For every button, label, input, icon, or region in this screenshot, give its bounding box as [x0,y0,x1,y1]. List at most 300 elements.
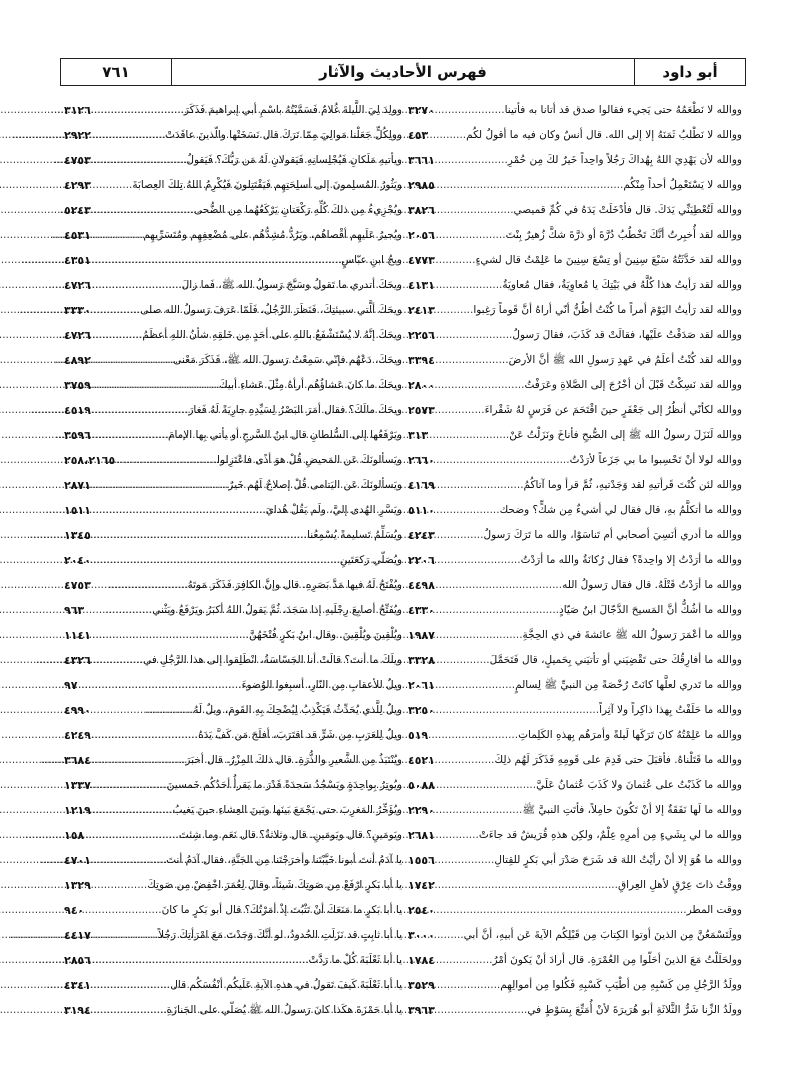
hadith-number: ١٩٨٧ [408,629,435,642]
hadith-number: ٣٦٨٤ [64,754,91,767]
leader-dots [91,254,341,267]
leader-dots [91,279,182,292]
leader-dots [435,829,479,842]
entry-text: ووالله لئن كُنْتَ قَرأتيهِ لقد وَجَدْتيهِ، ثُمَّ قرأ وما آتاكُمُ [523,479,742,491]
hadith-number: ٣٥٩٦ [64,429,91,442]
hadith-number: ٩٤٠ [64,904,85,917]
entry-text: ويُوتِرُ بِواحِدَةٍ ويَسْجُدُ سَجدَةً قَدْرَ ما يَقرأُ أحَدُكُم خَمسينَ [166,779,402,791]
entry-text: ووالله لقد نَسِكْتُ قَبْلَ أن أخْرُجَ إلى الصَّلاةِ وعَرَفْتُ [524,379,742,391]
hadith-number: ٤١٦٩ [408,479,435,492]
index-entry [62,392,402,417]
hadith-number: ٤٥١٩ [64,404,91,417]
entry-text: ويُؤَخِّرُ المَغرِبَ حتى يَجْمَعَ بَينَها وبَينَ العِشاءِ حينَ يَغيبُ [172,804,402,816]
left-column [62,92,402,1077]
hadith-number: ٤١٣١ [408,279,435,292]
index-entry [402,167,742,192]
leader-dots [435,1004,528,1017]
hadith-number: ١٣٣٧ [64,779,91,792]
index-entry [402,667,742,692]
entry-text: ويُجيرُ عَلَيهِم أقْصاهُم، ويَرُدُّ مُشِدُّهُم على مُضْعِفِهِم ومُتَسَرِّيهِم [143,229,402,241]
hadith-number: ٤٣٣٠ [408,604,435,617]
entry-text: ويحَكَ أتدري ما تَقولُ وسَبَّحَ رَسولُ الله ﷺ، فَما زالَ [181,279,402,291]
hadith-number: ٤٣٢٦ [64,654,91,667]
hadith-number: ٢٨٧١ [64,479,91,492]
leader-dots [91,554,340,567]
hadith-number: ٤٢٩٣ [64,179,91,192]
leader-dots [435,579,562,592]
leader-dots [91,854,166,867]
index-entry [402,267,742,292]
index-entry [402,117,742,142]
hadith-number: ٤٣٤١ [64,979,91,992]
hadith-number: ٥٠٨٨ [408,779,435,792]
index-entry [402,317,742,342]
entry-text: ووالله ما أرَدْتُ قَتْلَهُ. قال فقال رَسولُ الله [562,579,742,591]
hadith-number: ٤٤٩٨ [408,579,435,592]
index-entry [402,392,742,417]
index-entry [402,492,742,517]
entry-text: ووالله لا نَطْعَمُهُ حتى يَجيء فقالوا صدق قد أتانا به فأتينا [504,104,742,116]
index-columns [62,92,742,1077]
running-head-title: فهرس الأحاديث والآثار [171,59,634,85]
entry-text: ووالله ما حَلَفْتُ بِهذا ذاكِراً ولا آثِراً [599,704,742,716]
index-entry [402,717,742,742]
leader-dots [435,554,521,567]
index-entry [402,192,742,217]
page-header [60,58,746,86]
index-entry [62,692,402,717]
entry-text: ويلٌ لِلعَرَبِ مِن شَرٍّ قد اقتَرَبَ، أفلَحَ مَن كَفَّ يَدَهُ [198,729,402,741]
entry-text: ويحَكَ ألَّتي سبيئتِكَ، فَنَظَرَ الرَّجُلُ، فَلَمّا عَرَفَ رَسولُ الله صلى [140,304,402,316]
leader-dots [435,654,490,667]
leader-dots [435,454,570,467]
index-entry [402,892,742,917]
hadith-number: ٢٩٢٢ [64,129,91,142]
entry-text: ويحَكَ ما كانَ عَشاؤُهُم أرأهُ مِثْلَ عَشاءِ أبيكَ [219,379,402,391]
right-column [402,92,742,1077]
leader-dots [435,604,559,617]
leader-dots [84,904,161,917]
hadith-number: ٩٧ [64,679,78,692]
hadith-number: ٩٦٣ [64,604,85,617]
index-entry [402,242,742,267]
leader-dots [91,429,168,442]
leader-dots [77,679,241,692]
entry-text: ووالله ما هُوَ إلا أنْ رأيْتُ اللهَ قد شَرَحَ صَدْرَ أبي بَكرٍ للقِتالِ [494,854,742,866]
entry-text: ووالله لَتُعْطِيَنِّي يَدَكَ. قال فأدْخَلَتْ يَدَهُ في كُمِّ قميصي [513,204,742,216]
index-entry [62,342,402,367]
index-entry [62,442,402,467]
index-entry [62,992,402,1017]
leader-dots [435,929,464,942]
leader-dots [91,654,143,667]
index-entry [402,217,742,242]
entry-text: ووالله ما تَدري لعلَّها كانَتْ رُخْصَةً مِن النبيِّ ﷺ لِسالمٍ [515,679,742,691]
index-entry [402,767,742,792]
entry-text: ووالله لقد حَدَّثَتُهُ سَبْعَ سِنِينَ أو تِسْعَ سِنِينَ ما عَلِمْتُ قال لشيءٍ [475,254,742,266]
index-entry [62,267,402,292]
leader-dots [115,454,217,467]
entry-text: ويُجْزِيءُ مِن ذلكَ كُلِّهِ رَكْعَتانِ يَرْكَعُهُما مِن الضُّحى [193,204,402,216]
entry-text: ووالله ما عَلِمْتُهُ كانَ تَرَكَها لَيلةً وأمرَهُم بِهذهِ الكَلِماتِ [518,729,742,741]
hadith-number: ٣٠٠٠ [408,929,435,942]
entry-text: ويَسألونَكَ عَن اليَتامى قُلْ إصلاحٌ لَهُم خَيرٌ [228,479,402,491]
leader-dots [91,129,165,142]
entry-text: يا أبا حَمْزَةَ هكَذا كانَ رَسولُ الله ﷺ يُصَلّي على الجَنازَةِ [166,1004,402,1016]
entry-text: ويَرْفَعُها إلى السُّلطانِ قال ابنُ السَّرحِ أو يأتي بِها الإمامَ [167,429,402,441]
index-entry [62,242,402,267]
hadith-number: ١٣٤٥ [64,529,91,542]
hadith-number: ٣٣٢٨ [408,654,435,667]
leader-dots [435,779,536,792]
leader-dots [435,979,500,992]
hadith-number: ١٣٢٩ [64,879,91,892]
entry-text: ويَسَّرِ الهُدى إليَّ، ولَم يَقُلْ هُدايَ [265,504,402,516]
entry-text: ويأتيهِ مَلَكانِ فَيُجْلِسانِهِ فَيَقولانِ لَهُ مَن رَبُّكَ؟ فَيَقولُ [186,154,402,166]
hadith-number: ١٧٤٢ [408,879,435,892]
entry-text: ويلٌ للأعقابِ مِن النّارِ، أسبِغوا الوُضوءَ [241,679,402,691]
entry-text: ووقت المطر [686,904,742,916]
hadith-number: ٢٨٥٦ [64,954,91,967]
entry-text: يا أبا ثَعْلَبَةَ كَيفَ تَقولُ في هذهِ الآيةِ عَلَيكُم أنْفُسَكُم قال [170,979,402,991]
entry-text: ووالله لقد رَأيتُ هذا كُلَّهُ في بَيْتِكَ يا مُعاوِيَةُ، فقال مُعاويَةُ [502,279,742,291]
leader-dots [84,604,152,617]
leader-dots [91,404,188,417]
index-entry [62,867,402,892]
hadith-number: ٢٦٨١ [408,829,435,842]
hadith-number: ١٥٥٦ [408,854,435,867]
entry-text: ويلَكَ ما أنتَ؟ قالَتْ أنا الجَسّاسَةُ، انْطَلِقوا إلى هذا الرَّجُلِ في [143,654,402,666]
entry-text: ووالله ما أفارِقُكَ حتى تَقْضِيَني أو تأتيَني بِحَميلٍ، قال فَتَحَمَّلَ [489,654,742,666]
hadith-number: ٤٥٢١ [408,754,435,767]
leader-dots [435,279,503,292]
entry-text: ووالله ما كَذَبْتُ على عُثمانَ ولا كَذَبَ عُثمانُ عَلَيَّ [536,779,742,791]
entry-text: ووالله لقد أُخبِرتُ أنَّكَ تَخْطُبُ دُرَّةَ أو ذرَّةَ شكَّ زُهيرٌ بِنْتَ [505,229,742,241]
leader-dots [435,229,506,242]
leader-dots [435,879,618,892]
index-entry [62,767,402,792]
index-entry [62,942,402,967]
leader-dots [428,129,466,142]
leader-dots [91,229,143,242]
hadith-number: ٣٨٢٦ [408,204,435,217]
hadith-number: ٣١٣ [408,429,429,442]
entry-text: ويَومَينِ؟ قال ويَومَينِ. قال وثلاثةٌ؟ قال نَعَم وما شِئتَ [178,829,402,841]
running-head-author: أبو داود [634,59,745,85]
index-entry [402,842,742,867]
hadith-number: ١٥٨ [64,829,85,842]
entry-text: ووالله لقد صَدَقْتُ علَيْها، فقالَتْ قد كَذَبَ، فقالَ رَسولُ [512,329,742,341]
hadith-number: ٤٧٢٦ [64,279,91,292]
index-entry [62,217,402,242]
hadith-number: ٢٥٨،٢١٦٥ [64,454,116,467]
entry-text: يا آدَمُ أنتَ أبونا خَيَّبْتَنا وأخرَجْتَنا مِن الجَنَّةِ، فقال آدَمُ أنتَ [166,854,402,866]
hadith-number: ٣٢٧٠ [408,104,435,117]
entry-text: وولِكُلٍّ جَعَلْنا مَوالِيَ مِمّا تَرَكَ قال نَسَخَتْها والّذينَ عاقَدَتْ [165,129,402,141]
leader-dots [91,954,309,967]
index-entry [402,292,742,317]
entry-text: ويَثُورُ المُسلِمونَ إلى أسلِحَتِهِم فَيَقْتَتِلونَ فَيُكْرِمُ اللهُ تِلكَ العِصابَةَ [132,179,402,191]
leader-dots [435,179,623,192]
entry-text: ووالله ما أشُكُّ أنَّ المَسيحَ الدَّجّالَ ابنُ صَيّادٍ [559,604,742,616]
leader-dots [435,704,599,717]
hadith-number: ٥٢٤٣ [64,204,91,217]
entry-text: يا أبا بَكرٍ ما مَنَعَكَ أنْ تَثْبُتَ إذْ أمَرْتُكَ؟ قال أبو بَكرٍ ما كانَ [161,904,402,916]
leader-dots [435,954,493,967]
leader-dots [435,854,494,867]
index-entry [402,642,742,667]
leader-dots [435,329,513,342]
hadith-number: ٣٧٥٩ [64,379,91,392]
entry-text: ووالله ما أرَدْتُ إلا واحِدةً؟ فقال رُكانَةُ والله ما أرَدْتُ [520,554,742,566]
entry-text: وولحَلَلْتُ مَعَ الذينَ أحَلّوا مِن العُمْرَةِ. قال أرادَ أنْ يَكونَ أمْرُ [492,954,742,966]
index-entry [62,492,402,517]
leader-dots [435,504,500,517]
hadith-number: ٢٥٧٣ [408,404,435,417]
hadith-number: ٣٥٢٩ [408,979,435,992]
entry-text: يا أبا ثَعْلَبَةَ كُلْ ما رَدَّتْ [308,954,402,966]
hadith-number: ٢٥٤٠ [408,904,435,917]
leader-dots [91,729,198,742]
entry-text: ويحُ ابنِ عبّاسٍ [341,254,402,266]
entry-text: ويُفْتَحُ لَهُ فيها مَدَّ بَصَرِهِ. قال وإنَّ الكافِرَ فَذَكَرَ مَوتَهُ [187,579,402,591]
index-entry [402,817,742,842]
hadith-number: ٢٢٠٦ [408,554,435,567]
leader-dots [91,629,249,642]
entry-text: يا أبا بَكرٍ ارْفَعْ مِن صَوتِكَ شَيئاً، وقالَ لِعُمَرَ اخْفِضْ مِن صَوتِكَ [147,879,402,891]
entry-text: ووالله لكأنّي أنظُرُ إلى جَعْفَرٍ حينَ اقْتَحَمَ عن فَرَسٍ لهُ شَقْراءَ [484,404,742,416]
leader-dots [91,804,173,817]
entry-text: وولَتَسْمَعُنَّ مِن الذينَ أوتوا الكِتابَ مِن قَبْلِكُم الآيةَ عَن أبيهِ، أنَّ أبي [463,929,742,941]
index-entry [62,467,402,492]
hadith-number: ٢٤١٣ [408,304,435,317]
index-entry [402,467,742,492]
hadith-number: ١٢١٩ [64,804,91,817]
entry-text: وولِدَ لِيَ اللَّيلةَ غُلامٌ فَسَمَّيْتُهُ باسْمِ أبي إبراهيمَ فَذَكَرَ [183,104,402,116]
entry-text: وولَدُ الزِّنا شَرُّ الثَّلاثَةِ أبو هُرَيرَةَ لأنْ أُمَتِّعَ بِسَوْطٍ في [527,1004,742,1016]
index-entry [402,92,742,117]
hadith-number: ٢٨٠٠ [408,379,435,392]
index-entry [402,917,742,942]
hadith-number: ٢٠٤٠ [64,554,91,567]
entry-text: ووالله لولا أنْ تَحْسِبوا ما بي جَزَعاً لأرَدْتُ [569,454,742,466]
index-entry [62,667,402,692]
leader-dots [435,529,484,542]
entry-text: ووالله ما أتكلَّمُ بهِ، قال فقال لي أشيءٌ مِن شكٍّ؟ وضحك [499,504,742,516]
index-entry [402,742,742,767]
entry-text: ويحَكَ، دَعْهُم فإنّي سَمِعْتُ رَسولَ الله ﷺ، فَذَكَرَ مَعْنى [173,354,402,366]
index-entry [62,117,402,142]
entry-text: ويَسألونَكَ عَن المَحيضِ قُلْ هوَ أذًى فاعْتَزِلوا [217,454,402,466]
hadith-number: ٢٢٩٠ [408,804,435,817]
index-entry [62,742,402,767]
index-entry [402,867,742,892]
leader-dots [91,204,194,217]
leader-dots [84,829,179,842]
leader-dots [428,729,518,742]
leader-dots [435,404,485,417]
hadith-number: ٤٢٤٩ [64,729,91,742]
index-entry [402,567,742,592]
hadith-number: ٥١٩ [408,729,429,742]
hadith-number: ١١٤١ [64,629,91,642]
index-entry [62,842,402,867]
index-entry [62,167,402,192]
index-entry [402,417,742,442]
entry-text: وولَدُ الرَّجُلِ مِن كَسْبِهِ مِن أطْيَبِ كَسْبِهِ فَكُلوا مِن أموالِهِم [500,979,742,991]
entry-text: يا أبا ثابِتٍ قد نَزَلَتِ الحُدودُ، لو أنَّكَ وَجَدْتَ مَعَ امْرَأتِكَ رَجُلاً [158,929,402,941]
hadith-number: ٤٥٣١ [64,229,91,242]
leader-dots [91,979,170,992]
entry-text: ويُلْقِينَ ويُلْقِينَ. وقال ابنُ بَكرٍ فُتْخَهُنَّ [249,629,402,641]
entry-text: ويحَكَ مالَكَ؟ فقال أمَرَ البَصْرُ لِسَيِّدِهِ جارِيَةً لَهُ فَغارَ [188,404,402,416]
hadith-number: ٤٧٢٦ [64,329,91,342]
hadith-number: ١٥١١ [64,504,91,517]
leader-dots [91,304,140,317]
index-entry [62,192,402,217]
leader-dots [435,904,687,917]
index-entry [62,967,402,992]
entry-text: ووالله لَنَزَلَ رسولُ الله ﷺ إلى الصُّبحِ فأناخَ ونَزَلْتُ عَنْ [509,429,742,441]
entry-text: ووالله لا نَطْلبُ ثَمَنَهُ إلا إلى الله. قال أنسٌ وكان فيه ما أقولُ لكُم [466,129,742,141]
entry-text: ووالله لقد رَأيتُ اليَوْمَ أمراً ما كُنْتُ أظُنُّ أنّي أراهُ أنَّ قَوماً رَغِبوا [473,304,742,316]
leader-dots [91,529,307,542]
entry-text: ويُسَلِّمُ تَسليمةً يُسْمِعُنا [307,529,402,541]
hadith-number: ٤٧٧٣ [408,254,435,267]
index-entry [402,367,742,392]
index-entry [62,142,402,167]
leader-dots [91,1004,167,1017]
leader-dots [435,379,525,392]
entry-text: ووالله ما أعْمَرَ رَسولُ الله ﷺ عائشةَ في ذي الحِجَّةِ [522,629,742,641]
hadith-number: ٣٣٣٠ [64,304,91,317]
index-entry [402,517,742,542]
entry-text: ويُفَتِّحُ أصابِعَ رِجْلَيهِ إذا سَجَدَ، ثُمَّ يَقولُ اللهُ أكبَرُ ويَرْفَعُ ويَثْني [152,604,402,616]
hadith-number: ٤٣٥١ [64,254,91,267]
hadith-number: ٥١١٠ [408,504,435,517]
index-entry [62,617,402,642]
index-entry [402,792,742,817]
leader-dots [91,479,229,492]
index-entry [62,542,402,567]
index-entry [62,292,402,317]
leader-dots [91,704,193,717]
leader-dots [435,479,524,492]
leader-dots [435,679,515,692]
hadith-number: ٢٢٥٦ [408,329,435,342]
hadith-number: ٢٦٦٠ [408,454,435,467]
entry-text: ويُنْتَبَذُ مِن الشَّعيرِ والذُّرَةِ. قال ذلكَ المِزْرُ. قال أخبَرَ [185,754,402,766]
index-entry [62,892,402,917]
leader-dots [435,154,508,167]
entry-text: ووالله ما أدري أنَسِيَ أصحابي أم تَناسَوْا، والله ما تَرَكَ رَسولُ [483,529,742,541]
index-entry [62,367,402,392]
leader-dots [435,254,476,267]
index-entry [402,992,742,1017]
hadith-number: ٣٩٦٣ [408,1004,435,1017]
leader-dots [435,204,514,217]
leader-dots [91,504,266,517]
leader-dots [91,329,143,342]
entry-text: ويلٌ لِلَّذي يُحَدِّثُ فَيَكْذِبُ لِيُضْحِكَ بِهِ القَومَ، ويلٌ لَهُ [193,704,402,716]
index-entry [62,817,402,842]
leader-dots [435,629,523,642]
index-entry [402,592,742,617]
index-entry [402,617,742,642]
leader-dots [435,804,522,817]
index-entry [62,517,402,542]
leader-dots [91,779,167,792]
leader-dots [91,354,173,367]
index-entry [402,942,742,967]
index-entry [62,417,402,442]
leader-dots [435,354,509,367]
index-entry [402,692,742,717]
index-entry [62,317,402,342]
hadith-number: ٣٣٩٤ [408,354,435,367]
index-entry [62,917,402,942]
index-entry [402,142,742,167]
index-entry [62,717,402,742]
hadith-number: ٣١٢٦ [64,104,91,117]
hadith-number: ٤٩٩٠ [64,704,91,717]
index-entry [62,592,402,617]
hadith-number: ٤٥٣ [408,129,429,142]
hadith-number: ٤٤١٧ [64,929,91,942]
index-entry [62,92,402,117]
hadith-number: ٤٧٥٣ [64,154,91,167]
entry-text: ووقْتُ ذاتَ عِرْقٍ لأهلِ العِراقِ [617,879,742,891]
entry-text: ووالله لأن يَهْدِيَ اللهُ بِهُداكَ رَجُلاً واحِداً خَيرٌ لكَ مِن حُمْرِ [507,154,742,166]
index-entry [402,442,742,467]
hadith-number: ٤٢٤٣ [408,529,435,542]
hadith-number: ٤٨٩٢ [64,354,91,367]
leader-dots [91,879,147,892]
leader-dots [428,429,509,442]
entry-text: ويحَكَ إنَّهُ لا يُسْتَشْفَعُ باللهِ على أحَدٍ مِن خَلقِهِ شأنُ اللهِ أعظَمُ [142,329,402,341]
index-entry [402,342,742,367]
hadith-number: ٤٧٥٣ [64,579,91,592]
entry-text: ووالله لا يَسْتَعْمِلُ أحداً مِنْكُم [623,179,742,191]
leader-dots [91,379,219,392]
page-number: ٧٦١ [102,63,130,81]
leader-dots [91,154,186,167]
index-entry [402,542,742,567]
index-entry [62,792,402,817]
index-entry [402,967,742,992]
leader-dots [435,104,505,117]
entry-text: ووالله ما لَها نَفَقَةٌ إلا أنْ تَكُونَ حامِلاً، فأتَتِ النبيَّ ﷺ [522,804,742,816]
hadith-number: ٤٧٠١ [64,854,91,867]
entry-text: ووالله ما لي بِشَيءٍ مِن أمرِهِ عِلْمٌ، ولكِن هذهِ قُرَيشٌ قد جاءَتْ [478,829,742,841]
leader-dots [91,754,186,767]
index-entry [62,567,402,592]
leader-dots [91,104,184,117]
hadith-number: ٣٢٥٠ [408,704,435,717]
hadith-number: ٢٠٦١ [408,679,435,692]
leader-dots [91,929,158,942]
entry-text: ووالله ما قَتَلْناهُ. فأقبَلَ حتى قَدِمَ على قَومِهِ فَذَكَرَ لَهُم ذلِكَ [494,754,742,766]
leader-dots [435,304,473,317]
leader-dots [91,579,188,592]
hadith-number: ١٧٨٤ [408,954,435,967]
hadith-number: ٣١٩٤ [64,1004,91,1017]
leader-dots [435,754,495,767]
entry-text: ويُصَلّي رَكعَتَينِ [339,554,402,566]
leader-dots [91,179,132,192]
entry-text: ووالله لقد كُنْتُ أعلَمُ في عَهدِ رَسولِ الله ﷺ أنَّ الأرضَ [508,354,742,366]
hadith-number: ٣٦٦١ [408,154,435,167]
